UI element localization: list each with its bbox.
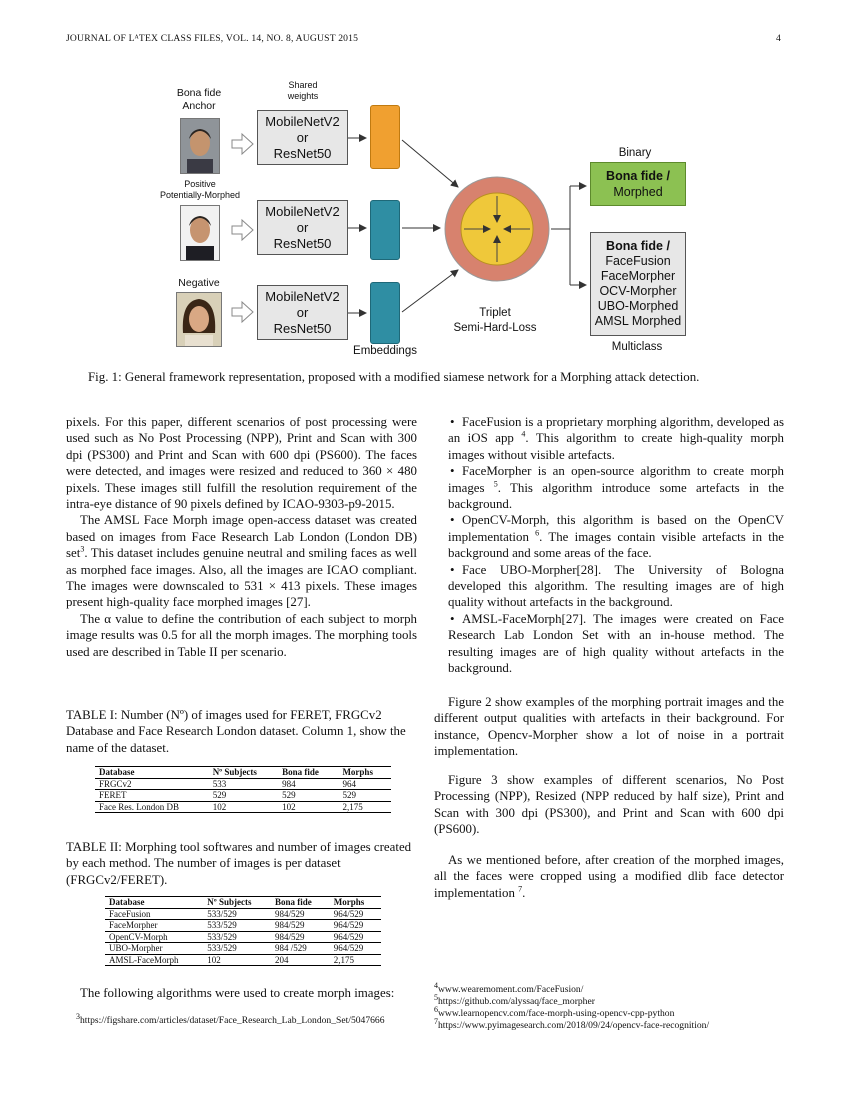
b1-b: . This algorithm to create high-quality morph images without visible artefacts. [448, 431, 784, 462]
footnote-3 [66, 1011, 421, 1027]
table1-cell: 102 [209, 801, 278, 813]
b2-footnote-mark: 5 [493, 479, 498, 489]
figure-caption: Fig. 1: General framework representation, proposed with a modified siamese network for a Morphing attack detection. [88, 370, 700, 384]
footnote-url[interactable]: https://github.com/alyssaq/face_morpher [438, 996, 595, 1007]
input-arrows [232, 134, 253, 322]
b3-b: . The images contain visible artefacts in the background and some areas of the face. [448, 529, 784, 561]
footnote-url[interactable]: www.wearemoment.com/FaceFusion/ [438, 984, 584, 995]
table2-cell: 964/529 [330, 920, 381, 932]
table-row [95, 801, 391, 813]
table1-cell: Face Res. London DB [95, 801, 209, 813]
p2-part-a: The AMSL Face Morph image open-access dataset was created based on images from Face Research Lab London (London DB) set [66, 513, 417, 561]
positive-label: Positive Potentially-Morphed [159, 179, 241, 200]
table1-cell: 964 [338, 778, 391, 790]
b1-a: FaceFusion is a proprietary morphing algorithm, developed as an iOS app [448, 415, 784, 446]
binary-output-tail: Morphed [613, 185, 663, 199]
table1-cell: 984 [278, 778, 338, 790]
bullet-facemorpher [434, 463, 784, 512]
right-column [434, 414, 784, 677]
footnote-mark: 7 [434, 1016, 438, 1026]
right-paragraph-1 [434, 694, 784, 760]
network-box-1: MobileNetV2 or ResNet50 [257, 110, 348, 165]
left-paragraph-4: The following algorithms were used to create morph images: [80, 986, 395, 1000]
table1-header-1: Nº Subjects [209, 767, 278, 779]
table-row [95, 778, 391, 790]
table2-cell: 102 [203, 954, 271, 966]
p2-part-b: . This dataset includes genuine neutral and smiling faces as well as morphed face images. Also, all the images are ICAO compliant. The images were downscaled to 531 × 413 pixels. These images present high-quality face morphed images [27]. [66, 546, 417, 610]
table-2 [105, 896, 381, 966]
footnote-5 [434, 992, 794, 1008]
table-row [95, 790, 391, 802]
right-paragraph-3-text [434, 852, 784, 901]
anchor-face-image [180, 118, 220, 174]
table-row [105, 954, 381, 966]
running-header: JOURNAL OF LᴬTEX CLASS FILES, VOL. 14, NO. 8, AUGUST 2015 [66, 33, 359, 44]
footnote-mark: 6 [434, 1004, 438, 1014]
table1-cell: FRGCv2 [95, 778, 209, 790]
right-paragraph-2-text: Figure 3 show examples of different scenarios, No Post Processing (NPP), Resized (NPP reduced by half size), Print and Scan with 300 dpi (PS300), and Print and Scan with 600 dpi (PS600). [434, 773, 784, 837]
network-box-2: MobileNetV2 or ResNet50 [257, 200, 348, 255]
b3-footnote-mark: 6 [535, 528, 540, 538]
footnote-6 [434, 1004, 794, 1020]
footnote-3-mark: 3 [76, 1011, 80, 1021]
footnote-mark: 4 [434, 980, 438, 990]
table2-cell: 533/529 [203, 908, 271, 920]
table2-cell: 984/529 [271, 908, 330, 920]
table2-cell: 204 [271, 954, 330, 966]
negative-face-image [176, 292, 222, 347]
figure-1 [0, 0, 850, 370]
table-row [105, 943, 381, 955]
bullet-amsl-facemorph: • AMSL-FaceMorph[27]. The images were created on Face Research Lab London Set with an in-house method. The resulting images are of high quality without artefacts in the background. [434, 611, 784, 677]
table2-cell: FaceFusion [105, 908, 203, 920]
table2-header-1: Nº Subjects [203, 897, 271, 909]
bullet-opencv-morph [434, 512, 784, 561]
negative-label: Negative [178, 277, 220, 289]
multiclass-items: FaceFusion FaceMorpher OCV-Morpher UBO-Morphed AMSL Morphed [594, 254, 682, 328]
right-paragraph-3 [434, 852, 784, 901]
table1-cell: 529 [209, 790, 278, 802]
anchor-embedding [370, 105, 400, 169]
table2-cell: 533/529 [203, 931, 271, 943]
shared-weights-label: Shared weights [287, 80, 319, 101]
table1-header-3: Morphs [338, 767, 391, 779]
embeddings-label: Embeddings [353, 345, 417, 357]
right-footnotes [434, 980, 794, 1032]
triplet-loss-circle [445, 177, 549, 281]
table2-header-0: Database [105, 897, 203, 909]
bullet-facefusion [434, 414, 784, 463]
table2-cell: OpenCV-Morph [105, 931, 203, 943]
left-column [66, 414, 417, 660]
p3r-footnote-mark: 7 [518, 884, 523, 894]
figure-connectors [0, 0, 850, 370]
table2-cell: 964/529 [330, 908, 381, 920]
b1-footnote-mark: 4 [521, 430, 526, 440]
binary-title: Binary [618, 147, 652, 159]
left-paragraph-2 [66, 512, 417, 610]
table1-header-0: Database [95, 767, 209, 779]
page-number: 4 [776, 33, 781, 44]
table2-caption: TABLE II: Morphing tool softwares and number of images created by each method. The number of images is per dataset (FRGCv2/FERET). [66, 840, 412, 887]
table-row [105, 931, 381, 943]
p3r-b: . [522, 885, 526, 900]
left-paragraph-1: pixels. For this paper, different scenarios of post processing were used such as No Post Processing (NPP), Print and Scan with 300 dpi (PS300) and Print and Scan with 600 dpi (PS600). The faces were detected, and images were resized and reduced to 360 × 480 pixels. These images still fulfill the resolution requirement of the intra-eye distance of 90 pixels defined by ICAO-9303-p9-2015. [66, 415, 417, 512]
footnote-3-text: https://figshare.com/articles/dataset/Face_Research_Lab_London_Set/5047666 [80, 1015, 385, 1026]
b2-b: . This algorithm introduce some artefacts in the background. [448, 480, 784, 512]
footnote-mark: 5 [434, 992, 438, 1002]
table-1 [95, 766, 391, 813]
right-paragraph-2 [434, 772, 784, 838]
table1-cell: 529 [338, 790, 391, 802]
table-row [105, 920, 381, 932]
footnote-url[interactable]: www.learnopencv.com/face-morph-using-opencv-cpp-python [438, 1008, 675, 1019]
table2-cell: UBO-Morpher [105, 943, 203, 955]
positive-face-image [180, 205, 220, 261]
negative-embedding [370, 282, 400, 344]
b3-a: OpenCV-Morph, this algorithm is based on the OpenCV implementation [448, 513, 784, 544]
triplet-loss-label: Triplet Semi-Hard-Loss [453, 307, 537, 334]
positive-embedding [370, 200, 400, 260]
table2-cell: 964/529 [330, 931, 381, 943]
binary-output-box [590, 162, 686, 206]
table2-cell: 964/529 [330, 943, 381, 955]
table1-caption: TABLE I: Number (Nº) of images used for FERET, FRGCv2 Database and Face Research London dataset. Column 1, show the name of the dataset. [66, 708, 406, 755]
table2-cell: FaceMorpher [105, 920, 203, 932]
bullet-ubo-morpher: • Face UBO-Morpher[28]. The University of Bologna developed this algorithm. The resulting images are of high quality without artefacts in the background. [434, 562, 784, 611]
table2-cell: 2,175 [330, 954, 381, 966]
table2-cell: 984 /529 [271, 943, 330, 955]
table1-cell: 2,175 [338, 801, 391, 813]
b2-a: FaceMorpher is an open-source algorithm to create morph images [448, 464, 784, 495]
multiclass-output-box [590, 232, 686, 336]
footnote-url[interactable]: https://www.pyimagesearch.com/2018/09/24/opencv-face-recognition/ [438, 1020, 710, 1031]
network-box-3: MobileNetV2 or ResNet50 [257, 285, 348, 340]
table2-cell: 533/529 [203, 943, 271, 955]
table2-header-2: Bona fide [271, 897, 330, 909]
multiclass-head: Bona fide / [606, 239, 670, 253]
table2-cell: 533/529 [203, 920, 271, 932]
footnote-7 [434, 1016, 794, 1032]
table-row [105, 908, 381, 920]
anchor-label: Bona fide Anchor [176, 87, 222, 112]
table2-cell: 984/529 [271, 931, 330, 943]
table2-cell: 984/529 [271, 920, 330, 932]
table1-cell: FERET [95, 790, 209, 802]
p2-footnote-mark: 3 [80, 544, 85, 554]
table1-header-2: Bona fide [278, 767, 338, 779]
left-paragraph-3: The α value to define the contribution of each subject to morph image results was 0.5 for all the morph images. The morphing tools used are described in Table II per scenario. [66, 611, 417, 659]
table1-cell: 529 [278, 790, 338, 802]
table2-header-3: Morphs [330, 897, 381, 909]
right-paragraph-1-text: Figure 2 show examples of the morphing portrait images and the different output qualities with artefacts in their background. For instance, Opencv-Morpher show a lot of noise in a portrait implementation. [434, 695, 784, 759]
p3r-a: As we mentioned before, after creation of the morphed images, all the faces were cropped using a modified dlib face detector implementation [434, 853, 784, 900]
binary-output-head: Bona fide / [606, 169, 670, 183]
table1-cell: 533 [209, 778, 278, 790]
footnote-4 [434, 980, 794, 996]
multiclass-title: Multiclass [611, 341, 663, 353]
table2-cell: AMSL-FaceMorph [105, 954, 203, 966]
table1-cell: 102 [278, 801, 338, 813]
